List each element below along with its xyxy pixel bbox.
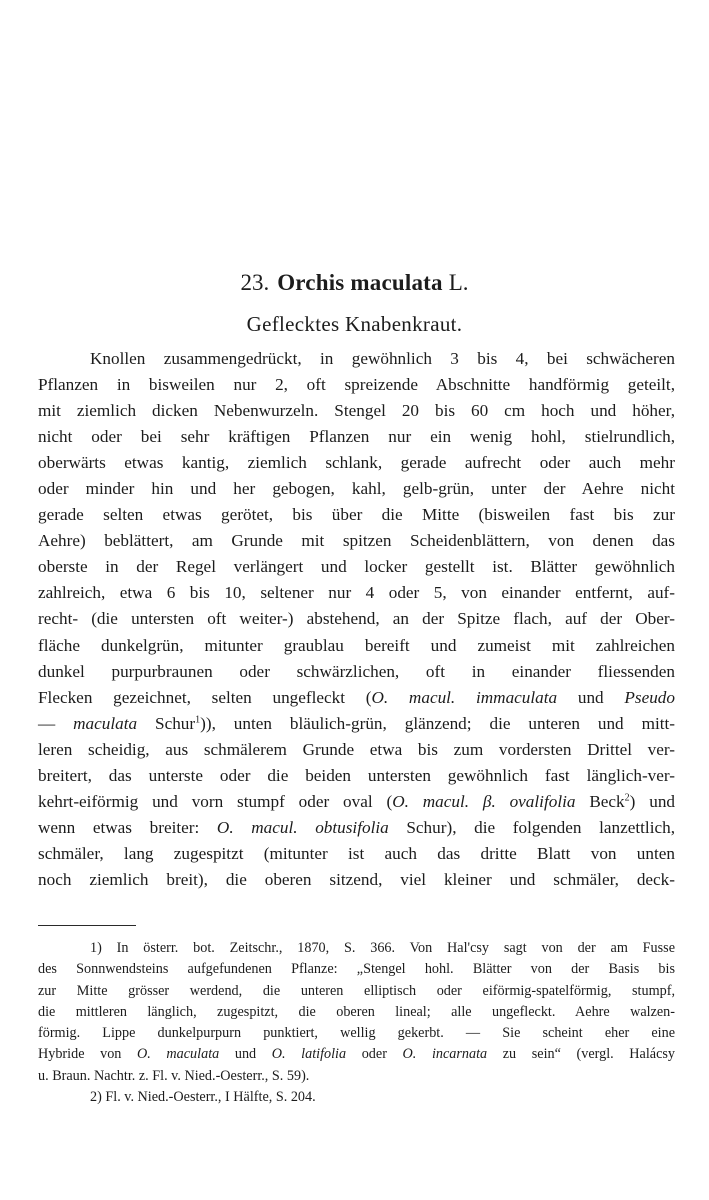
text-run: und — [557, 687, 625, 707]
species-latin-name: Orchis maculata — [277, 270, 443, 295]
species-number: 23. — [240, 270, 270, 295]
text-line: dunkel purpurbraunen oder schwärzlichen, oft in einander fliessenden — [38, 661, 675, 681]
text-line: Knollen zusammengedrückt, in gewöhnlich 3 bis 4, bei schwächeren — [90, 349, 675, 368]
text-run: wenn etwas breiter: — [38, 817, 217, 837]
text-line: Aehre) beblättert, am Grunde mit spitzen Scheidenblättern, von denen das — [38, 531, 675, 551]
text-line: oberwärts etwas kantig, ziemlich schlank, gerade aufrecht oder auch mehr — [38, 453, 675, 473]
taxon-name: O. maculata — [137, 1046, 220, 1063]
taxon-name: O. latifolia — [271, 1046, 347, 1063]
text-run: Schur), die folgenden lanzettlich, — [388, 817, 675, 837]
footnote-line: u. Braun. Nachtr. z. Fl. v. Nied.-Oesterr., S. 59). — [38, 1067, 310, 1084]
text-line: noch ziemlich breit), die oberen sitzend, viel kleiner und schmäler, deck- — [38, 869, 675, 889]
footnote-divider — [38, 925, 136, 926]
footnote-line: förmig. Lippe dunkelpurpurn punktiert, wellig gekerbt. — Sie scheint eher eine — [38, 1025, 675, 1042]
text-run: oder — [346, 1046, 403, 1063]
taxon-variety: O. macul. β. ovalifolia — [392, 791, 576, 811]
text-run: ) und — [629, 791, 676, 811]
text-run: und — [219, 1046, 272, 1063]
footnote-ref: 1 — [195, 713, 201, 725]
text-line — [38, 711, 675, 737]
species-author: L. — [448, 270, 469, 295]
text-run: — — [38, 713, 74, 733]
text-run: Hybride von — [38, 1046, 138, 1063]
text-line: Pflanzen in bisweilen nur 2, oft spreizende Abschnitte handförmig geteilt, — [38, 375, 675, 395]
footnote-line: zur Mitte grösser werdend, die unteren elliptisch oder eiförmig-spatelförmig, stumpf, — [38, 982, 675, 999]
footnote-line: des Sonnwendsteins aufgefundenen Pflanze: „Stengel hohl. Blätter von der Basis bis — [38, 961, 675, 978]
text-line — [38, 685, 675, 711]
footnote-line — [38, 1044, 675, 1065]
taxon-name: O. incarnata — [402, 1046, 488, 1063]
text-line: oder minder hin und her gebogen, kahl, gelb-grün, unter der Aehre nicht — [38, 479, 675, 499]
text-line: gerade selten etwas gerötet, bis über die Mitte (bisweilen fast bis zur — [38, 505, 675, 525]
footnotes — [38, 938, 675, 1108]
text-line: recht- (die untersten oft weiter-) abstehend, an der Spitze flach, auf der Ober- — [38, 609, 675, 629]
text-line: schmäler, lang zugespitzt (mitunter ist auch das dritte Blatt von unten — [38, 843, 675, 863]
text-line: oberste in der Regel verlängert und locker gestellt ist. Blätter gewöhnlich — [38, 557, 675, 577]
footnote-ref: 2 — [624, 792, 630, 804]
text-line: fläche dunkelgrün, mitunter graublau bereift und zumeist mit zahlreichen — [38, 635, 675, 655]
description-paragraph — [38, 346, 675, 893]
text-run: Flecken gezeichnet, selten ungefleckt ( — [38, 687, 372, 707]
footnote-line: 2) Fl. v. Nied.-Oesterr., I Hälfte, S. 204. — [90, 1089, 316, 1106]
text-line: breitert, das unterste oder die beiden untersten gewöhnlich fast länglich-ver- — [38, 765, 675, 785]
text-line: leren scheidig, aus schmälerem Grunde etwa bis zum vordersten Drittel ver- — [38, 739, 675, 759]
text-run: zu sein“ (vergl. Halácsy — [487, 1046, 676, 1063]
footnote-line: die mittleren länglich, zugespitzt, die oberen lineal; alle ungefleckt. Aehre walzen- — [38, 1003, 675, 1020]
text-run: )), unten bläulich-grün, glänzend; die unteren und mitt- — [200, 713, 675, 733]
species-common-name: Geflecktes Knabenkraut. — [246, 312, 463, 336]
text-line — [38, 789, 675, 815]
species-heading — [0, 268, 709, 298]
taxon-variety: O. macul. immaculata — [371, 687, 558, 707]
text-line: zahlreich, etwa 6 bis 10, seltener nur 4 oder 5, von einander entfernt, auf- — [38, 583, 675, 603]
taxon-variety: Pseudo — [624, 687, 675, 707]
text-run: Schur — [137, 713, 196, 733]
taxon-variety: maculata — [73, 713, 138, 733]
text-run: kehrt-eiförmig und vorn stumpf oder oval ( — [38, 791, 393, 811]
text-run: Beck — [575, 791, 625, 811]
taxon-variety: O. macul. obtusifolia — [216, 817, 389, 837]
text-line: nicht oder bei sehr kräftigen Pflanzen nur ein wenig hohl, stielrundlich, — [38, 427, 675, 447]
footnote-line: 1) In österr. bot. Zeitschr., 1870, S. 366. Von Hal'csy sagt von der am Fusse — [90, 940, 675, 956]
text-line: mit ziemlich dicken Nebenwurzeln. Stengel 20 bis 60 cm hoch und höher, — [38, 401, 675, 421]
text-line — [38, 815, 675, 841]
